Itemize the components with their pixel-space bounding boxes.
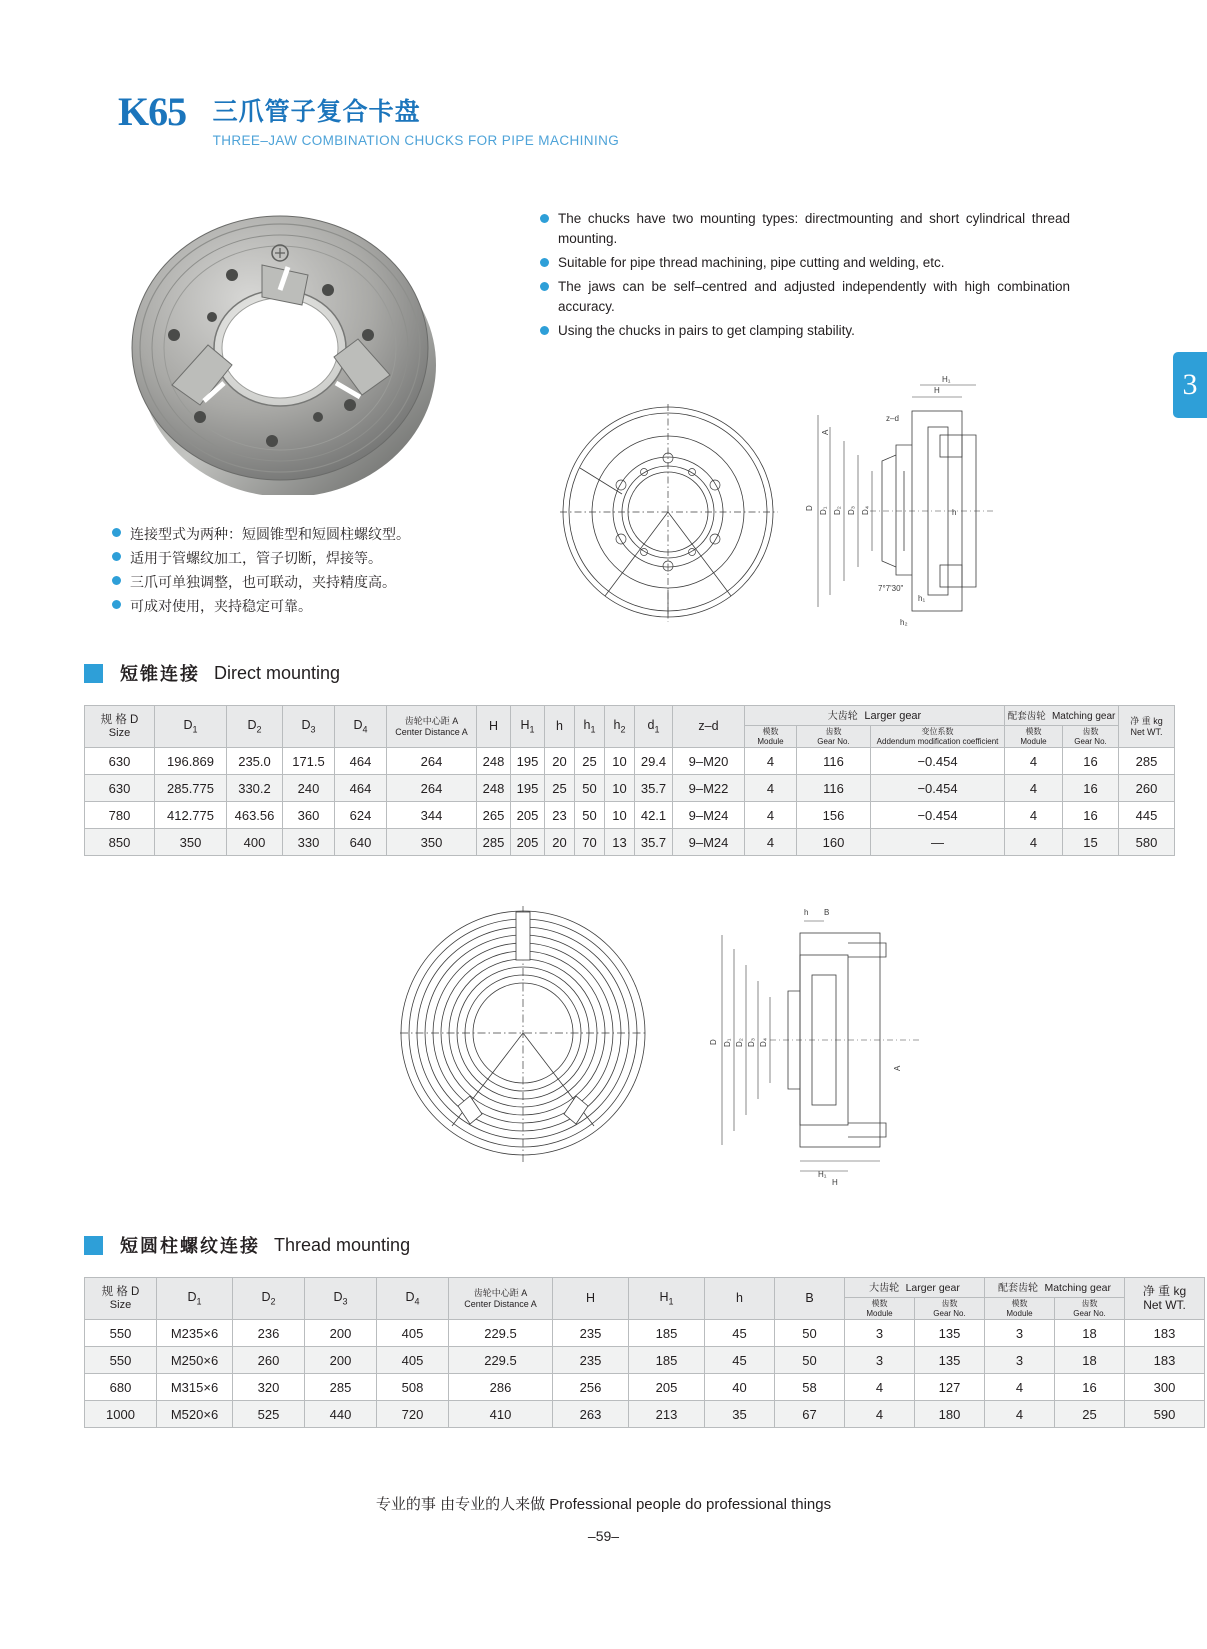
- th-zd: z–d: [673, 706, 745, 748]
- section-view-drawing-thread: [700, 895, 930, 1190]
- cell-module1: 4: [745, 775, 797, 802]
- table-row: [85, 1401, 1205, 1428]
- cell-hh: 23: [545, 802, 575, 829]
- svg-text:H: H: [934, 386, 940, 395]
- cell-hh1: 50: [575, 802, 605, 829]
- cell-hh: 25: [545, 775, 575, 802]
- svg-text:B: B: [824, 908, 830, 917]
- cell-size: 1000: [85, 1401, 157, 1428]
- features-list-cn: [112, 523, 532, 619]
- cell-weight: 445: [1119, 802, 1175, 829]
- cell-gearno1: 135: [915, 1320, 985, 1347]
- cell-gearno1: 116: [797, 775, 871, 802]
- cell-b: 50: [775, 1347, 845, 1374]
- th-hh1: $h_1$: [575, 706, 605, 748]
- cell-hh: 35: [705, 1401, 775, 1428]
- cell-d3: 171.5: [283, 748, 335, 775]
- table-header-row: [85, 706, 1175, 726]
- cell-d1: 285.775: [155, 775, 227, 802]
- svg-text:h₁: h₁: [918, 594, 926, 603]
- spec-table-thread-mounting: [84, 1277, 1205, 1428]
- section-heading-thread-mounting: [84, 1232, 410, 1258]
- feature-text: 可成对使用，夹持稳定可靠。: [130, 598, 312, 614]
- list-item: [540, 209, 1070, 249]
- cell-gearno1: 180: [915, 1401, 985, 1428]
- cell-h1: 195: [511, 748, 545, 775]
- cell-center: 264: [387, 775, 477, 802]
- cell-h1: 185: [629, 1347, 705, 1374]
- cell-center: 410: [449, 1401, 553, 1428]
- bullet-icon: [540, 214, 549, 223]
- page-title-cn: 三爪管子复合卡盘: [212, 98, 421, 126]
- bullet-icon: [112, 528, 121, 537]
- cell-size: 630: [85, 748, 155, 775]
- cell-d3: 360: [283, 802, 335, 829]
- cell-d1x: 35.7: [635, 775, 673, 802]
- cell-h: 235: [553, 1320, 629, 1347]
- svg-text:D₁: D₁: [723, 1038, 732, 1047]
- cell-addendum: —: [871, 829, 1005, 856]
- cell-module2: 3: [985, 1320, 1055, 1347]
- cell-gearno1: 160: [797, 829, 871, 856]
- th-gearno-2: 齿数 Gear No.: [1055, 1298, 1125, 1320]
- cell-d1: 412.775: [155, 802, 227, 829]
- cell-d1: 350: [155, 829, 227, 856]
- th-size-cn: 规 格 D: [100, 713, 139, 726]
- cell-h1: 195: [511, 775, 545, 802]
- cell-d1: M235×6: [157, 1320, 233, 1347]
- front-view-drawing-direct: [560, 400, 780, 635]
- th-center-distance: 齿轮中心距 A Center Distance A: [387, 706, 477, 748]
- table-row: [85, 775, 1175, 802]
- cell-d4: 508: [377, 1374, 449, 1401]
- table-row: [85, 748, 1175, 775]
- cell-module2: 4: [1005, 802, 1063, 829]
- cell-h: 285: [477, 829, 511, 856]
- feature-text: The jaws can be self–centred and adjusted independently with high combination accuracy.: [558, 279, 1070, 314]
- model-code: K65: [118, 89, 187, 134]
- cell-weight: 260: [1119, 775, 1175, 802]
- th-d1: $D_1$: [155, 706, 227, 748]
- th-d4: $D_4$: [335, 706, 387, 748]
- cell-center: 350: [387, 829, 477, 856]
- cell-zd: 9–M24: [673, 802, 745, 829]
- cell-size: 850: [85, 829, 155, 856]
- cell-gearno2: 15: [1063, 829, 1119, 856]
- cell-b: 67: [775, 1401, 845, 1428]
- cell-d1x: 42.1: [635, 802, 673, 829]
- product-photo: [112, 205, 472, 495]
- svg-text:D₃: D₃: [847, 505, 856, 515]
- cell-weight: 300: [1125, 1374, 1205, 1401]
- cell-module1: 4: [745, 802, 797, 829]
- cell-module2: 4: [1005, 775, 1063, 802]
- square-bullet-icon: [84, 1236, 103, 1255]
- cell-hh2: 13: [605, 829, 635, 856]
- cell-d4: 405: [377, 1320, 449, 1347]
- list-item: [112, 595, 532, 617]
- cell-d2: 525: [233, 1401, 305, 1428]
- cell-hh: 45: [705, 1347, 775, 1374]
- th-module-2: 模数 Module: [1005, 726, 1063, 748]
- th-module-2: 模数 Module: [985, 1298, 1055, 1320]
- cell-gearno1: 135: [915, 1347, 985, 1374]
- cell-gearno1: 127: [915, 1374, 985, 1401]
- table-row: [85, 802, 1175, 829]
- th-d1x: $d_1$: [635, 706, 673, 748]
- th-larger-gear: 大齿轮 Larger gear: [845, 1278, 985, 1298]
- cell-d3: 240: [283, 775, 335, 802]
- feature-text: Using the chucks in pairs to get clamping stability.: [558, 323, 855, 338]
- svg-text:A: A: [893, 1065, 902, 1071]
- section-title-en: Thread mounting: [274, 1234, 411, 1255]
- th-b: B: [775, 1278, 845, 1320]
- th-d4: $D_4$: [377, 1278, 449, 1320]
- th-gearno-1: 齿数 Gear No.: [797, 726, 871, 748]
- cell-d1x: 29.4: [635, 748, 673, 775]
- cell-gearno2: 16: [1063, 775, 1119, 802]
- cell-d1: M250×6: [157, 1347, 233, 1374]
- cell-module1: 3: [845, 1347, 915, 1374]
- cell-addendum: −0.454: [871, 748, 1005, 775]
- th-gearno-2: 齿数 Gear No.: [1063, 726, 1119, 748]
- th-module-1: 模数 Module: [745, 726, 797, 748]
- table-header-row: [85, 1278, 1205, 1298]
- cell-d1: M315×6: [157, 1374, 233, 1401]
- bullet-icon: [112, 576, 121, 585]
- cell-zd: 9–M24: [673, 829, 745, 856]
- cell-d2: 320: [233, 1374, 305, 1401]
- th-h1: $H_1$: [511, 706, 545, 748]
- th-gearno-1: 齿数 Gear No.: [915, 1298, 985, 1320]
- section-view-drawing-direct: [800, 375, 1000, 650]
- svg-text:H: H: [832, 1178, 838, 1185]
- th-d1: $D_1$: [157, 1278, 233, 1320]
- section-title-cn: 短锥连接: [120, 664, 200, 684]
- cell-addendum: −0.454: [871, 802, 1005, 829]
- cell-center: 286: [449, 1374, 553, 1401]
- svg-text:D: D: [709, 1039, 718, 1045]
- cell-weight: 183: [1125, 1320, 1205, 1347]
- th-d2: $D_2$: [227, 706, 283, 748]
- th-d2: $D_2$: [233, 1278, 305, 1320]
- cell-center: 344: [387, 802, 477, 829]
- th-net-weight: 净 重 kg Net WT.: [1119, 706, 1175, 748]
- cell-gearno1: 116: [797, 748, 871, 775]
- cell-module1: 4: [745, 829, 797, 856]
- list-item: [112, 523, 532, 545]
- cell-d4: 464: [335, 748, 387, 775]
- th-hh2: $h_2$: [605, 706, 635, 748]
- cell-h: 235: [553, 1347, 629, 1374]
- list-item: [540, 253, 1070, 273]
- cell-b: 58: [775, 1374, 845, 1401]
- cell-d3: 200: [305, 1347, 377, 1374]
- svg-text:D₂: D₂: [735, 1038, 744, 1047]
- feature-text: 适用于管螺纹加工，管子切断，焊接等。: [130, 550, 382, 566]
- cell-module1: 4: [845, 1401, 915, 1428]
- cell-center: 229.5: [449, 1347, 553, 1374]
- square-bullet-icon: [84, 664, 103, 683]
- bullet-icon: [540, 326, 549, 335]
- cell-gearno2: 18: [1055, 1320, 1125, 1347]
- th-d3: $D_3$: [283, 706, 335, 748]
- cell-gearno1: 156: [797, 802, 871, 829]
- cell-addendum: −0.454: [871, 775, 1005, 802]
- cell-d1x: 35.7: [635, 829, 673, 856]
- svg-text:h: h: [952, 508, 957, 517]
- cell-weight: 183: [1125, 1347, 1205, 1374]
- feature-text: Suitable for pipe thread machining, pipe cutting and welding, etc.: [558, 255, 945, 270]
- cell-module1: 4: [745, 748, 797, 775]
- bullet-icon: [112, 552, 121, 561]
- list-item: [540, 321, 1070, 341]
- cell-center: 264: [387, 748, 477, 775]
- svg-text:7°7'30": 7°7'30": [878, 584, 904, 593]
- svg-text:H₁: H₁: [942, 375, 951, 384]
- section-heading-direct-mounting: [84, 660, 340, 686]
- feature-text: 连接型式为两种：短圆锥型和短圆柱螺纹型。: [130, 526, 410, 542]
- cell-module2: 4: [985, 1374, 1055, 1401]
- cell-d3: 330: [283, 829, 335, 856]
- cell-hh: 20: [545, 829, 575, 856]
- svg-text:D₄: D₄: [861, 505, 870, 515]
- cell-gearno2: 25: [1055, 1401, 1125, 1428]
- cell-d2: 235.0: [227, 748, 283, 775]
- cell-d2: 400: [227, 829, 283, 856]
- page-title-en: THREE–JAW COMBINATION CHUCKS FOR PIPE MACHINING: [212, 133, 620, 148]
- th-center-distance: 齿轮中心距 A Center Distance A: [449, 1278, 553, 1320]
- cell-h1: 185: [629, 1320, 705, 1347]
- cell-h: 248: [477, 748, 511, 775]
- cell-d1: M520×6: [157, 1401, 233, 1428]
- cell-module2: 4: [1005, 748, 1063, 775]
- th-addendum: 变位系数 Addendum modification coefficient: [871, 726, 1005, 748]
- th-hh: h: [545, 706, 575, 748]
- cell-h1: 205: [629, 1374, 705, 1401]
- th-size-en: Size: [108, 726, 131, 739]
- th-d3: $D_3$: [305, 1278, 377, 1320]
- cell-d3: 200: [305, 1320, 377, 1347]
- cell-d2: 330.2: [227, 775, 283, 802]
- cell-d3: 285: [305, 1374, 377, 1401]
- cell-d1: 196.869: [155, 748, 227, 775]
- svg-text:h₂: h₂: [900, 618, 908, 627]
- cell-size: 680: [85, 1374, 157, 1401]
- cell-d4: 405: [377, 1347, 449, 1374]
- feature-text: The chucks have two mounting types: directmounting and short cylindrical thread mounting.: [558, 211, 1070, 246]
- cell-module2: 3: [985, 1347, 1055, 1374]
- cell-zd: 9–M20: [673, 748, 745, 775]
- svg-text:z–d: z–d: [886, 414, 899, 423]
- cell-hh: 45: [705, 1320, 775, 1347]
- section-title-en: Direct mounting: [214, 662, 341, 683]
- th-h1: $H_1$: [629, 1278, 705, 1320]
- cell-gearno2: 18: [1055, 1347, 1125, 1374]
- cell-h: 256: [553, 1374, 629, 1401]
- list-item: [112, 547, 532, 569]
- cell-gearno2: 16: [1055, 1374, 1125, 1401]
- bullet-icon: [540, 258, 549, 267]
- title-block: [213, 88, 620, 148]
- cell-weight: 580: [1119, 829, 1175, 856]
- svg-text:A: A: [821, 429, 830, 435]
- section-title-cn: 短圆柱螺纹连接: [120, 1236, 260, 1256]
- th-larger-gear: 大齿轮 Larger gear: [745, 706, 1005, 726]
- front-view-drawing-thread: [400, 900, 650, 1175]
- th-matching-gear: 配套齿轮 Matching gear: [1005, 706, 1119, 726]
- table-row: [85, 1320, 1205, 1347]
- cell-hh: 20: [545, 748, 575, 775]
- svg-text:D₁: D₁: [819, 506, 828, 515]
- table-row: [85, 829, 1175, 856]
- cell-hh2: 10: [605, 802, 635, 829]
- svg-text:D: D: [805, 505, 814, 511]
- cell-module2: 4: [1005, 829, 1063, 856]
- cell-gearno2: 16: [1063, 748, 1119, 775]
- cell-d2: 236: [233, 1320, 305, 1347]
- cell-weight: 590: [1125, 1401, 1205, 1428]
- footer-slogan: 专业的事 由专业的人来做 Professional people do professional things: [375, 1496, 832, 1513]
- cell-hh1: 25: [575, 748, 605, 775]
- cell-d4: 624: [335, 802, 387, 829]
- cell-size: 550: [85, 1320, 157, 1347]
- chapter-tab: 3: [1173, 352, 1207, 418]
- cell-d3: 440: [305, 1401, 377, 1428]
- cell-gearno2: 16: [1063, 802, 1119, 829]
- table-row: [85, 1347, 1205, 1374]
- th-h: H: [477, 706, 511, 748]
- cell-h: 248: [477, 775, 511, 802]
- cell-d4: 640: [335, 829, 387, 856]
- cell-module2: 4: [985, 1401, 1055, 1428]
- cell-hh: 40: [705, 1374, 775, 1401]
- feature-text: 三爪可单独调整，也可联动，夹持精度高。: [130, 574, 396, 590]
- th-h: H: [553, 1278, 629, 1320]
- cell-d2: 463.56: [227, 802, 283, 829]
- bullet-icon: [112, 600, 121, 609]
- cell-module1: 3: [845, 1320, 915, 1347]
- cell-size: 630: [85, 775, 155, 802]
- list-item: [112, 571, 532, 593]
- cell-b: 50: [775, 1320, 845, 1347]
- spec-table-direct-mounting: [84, 705, 1175, 856]
- th-matching-gear: 配套齿轮 Matching gear: [985, 1278, 1125, 1298]
- th-size: [85, 706, 155, 748]
- svg-text:D₄: D₄: [759, 1037, 768, 1047]
- cell-h1: 205: [511, 829, 545, 856]
- cell-d4: 720: [377, 1401, 449, 1428]
- svg-text:h: h: [804, 908, 809, 917]
- cell-h: 265: [477, 802, 511, 829]
- th-hh: h: [705, 1278, 775, 1320]
- svg-text:D₃: D₃: [747, 1037, 756, 1047]
- th-size: 规 格 D Size: [85, 1278, 157, 1320]
- cell-h1: 205: [511, 802, 545, 829]
- cell-h: 263: [553, 1401, 629, 1428]
- th-net-weight: 净 重 kg Net WT.: [1125, 1278, 1205, 1320]
- svg-text:H₁: H₁: [818, 1170, 827, 1179]
- cell-hh2: 10: [605, 775, 635, 802]
- cell-d2: 260: [233, 1347, 305, 1374]
- cell-d4: 464: [335, 775, 387, 802]
- list-item: [540, 277, 1070, 317]
- cell-hh2: 10: [605, 748, 635, 775]
- cell-h1: 213: [629, 1401, 705, 1428]
- cell-module1: 4: [845, 1374, 915, 1401]
- page-header: [118, 88, 619, 148]
- cell-size: 550: [85, 1347, 157, 1374]
- page-number: –59–: [587, 1528, 620, 1544]
- cell-weight: 285: [1119, 748, 1175, 775]
- cell-hh1: 70: [575, 829, 605, 856]
- cell-center: 229.5: [449, 1320, 553, 1347]
- cell-zd: 9–M22: [673, 775, 745, 802]
- cell-hh1: 50: [575, 775, 605, 802]
- cell-size: 780: [85, 802, 155, 829]
- th-module-1: 模数 Module: [845, 1298, 915, 1320]
- bullet-icon: [540, 282, 549, 291]
- svg-text:D₂: D₂: [833, 506, 842, 515]
- table-row: [85, 1374, 1205, 1401]
- features-list-en: [540, 209, 1070, 345]
